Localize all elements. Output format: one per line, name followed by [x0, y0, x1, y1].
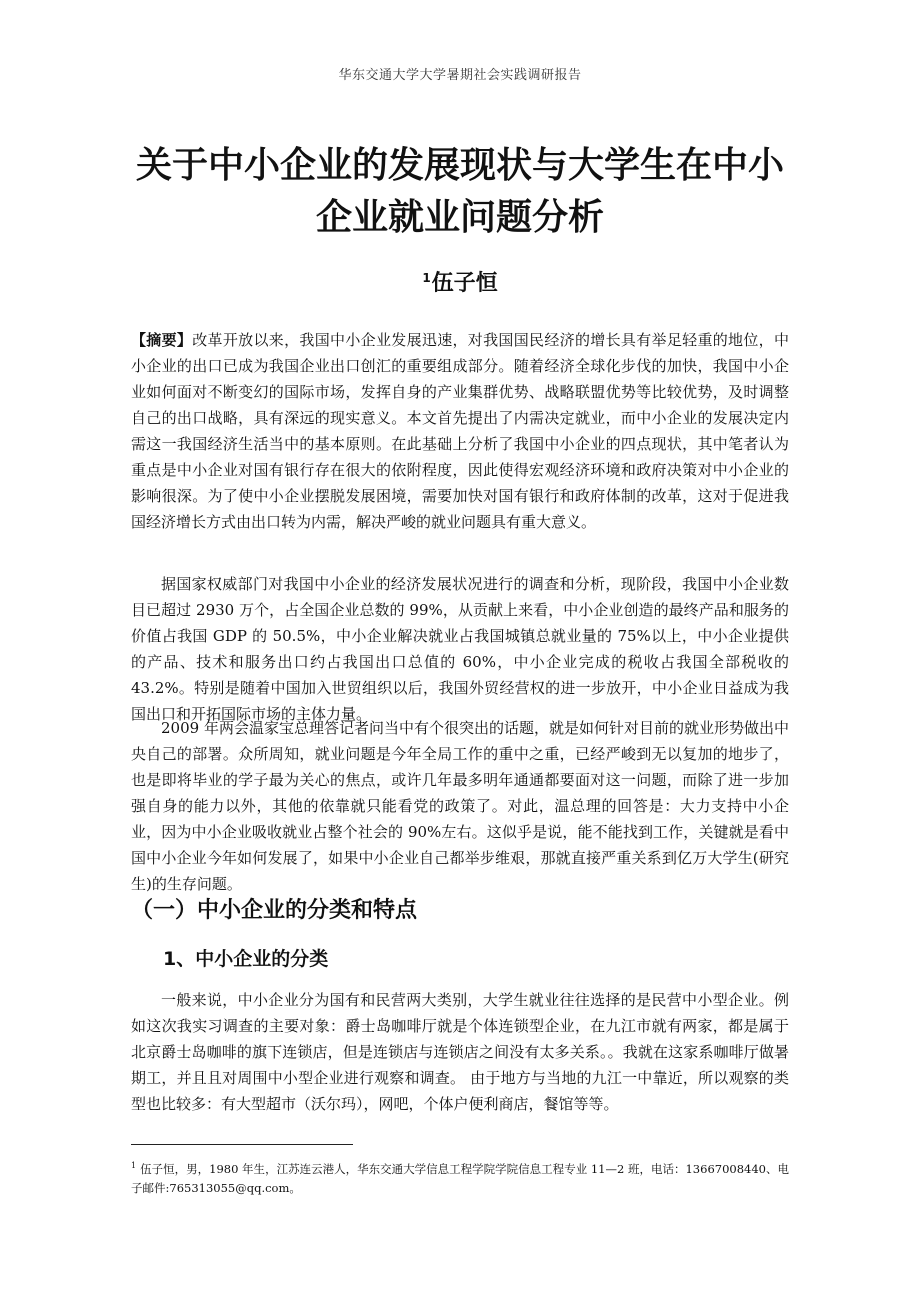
abstract-paragraph	[131, 327, 789, 535]
section-heading: （一）中小企业的分类和特点	[131, 898, 418, 923]
subsection-heading: 1、中小企业的分类	[163, 948, 329, 970]
author-line	[0, 266, 920, 297]
footnote-text: 伍子恒，男，1980 年生，江苏连云港人，华东交通大学信息工程学院学院信息工程专业 11—2 班，电话：13667008440、电子邮件:765313055@qq.com。	[131, 1161, 789, 1195]
body-paragraph-1: 据国家权威部门对我国中小企业的经济发展状况进行的调查和分析，现阶段，我国中小企业数目已超过 2930 万个，占全国企业总数的 99%，从贡献上来看，中小企业创造的最终产品和服务的价值占我国 GDP 的 50.5%，中小企业解决就业占我国城镇总就业量的 75%以上，中小企业提供的产品、技术和服务出口约占我国出口总值的 60%，中小企业完成的税收占我国全部税收的 43.2%。特别是随着中国加入世贸组织以后，我国外贸经营权的进一步放开，中小企业日益成为我国出口和开拓国际市场的主体力量。	[131, 575, 789, 723]
running-header: 华东交通大学大学暑期社会实践调研报告	[338, 68, 582, 83]
body-paragraph-2: 2009 年两会温家宝总理答记者问当中有个很突出的话题，就是如何针对目前的就业形势做出中央自己的部署。众所周知，就业问题是今年全局工作的重中之重，已经严峻到无以复加的地步了，也是即将毕业的学子最为关心的焦点，或许几年最多明年通通都要面对这一问题，而除了进一步加强自身的能力以外，其他的依靠就只能看党的政策了。对此，温总理的回答是：大力支持中小企业，因为中小企业吸收就业占整个社会的 90%左右。这似乎是说，能不能找到工作，关键就是看中国中小企业今年如何发展了，如果中小企业自己都举步维艰，那就直接严重关系到亿万大学生(研究生)的生存问题。	[131, 719, 789, 893]
author-name: 伍子恒	[431, 271, 498, 296]
document-title: 关于中小企业的发展现状与大学生在中小企业就业问题分析	[135, 145, 784, 238]
body-paragraph-3: 一般来说，中小企业分为国有和民营两大类别，大学生就业往往选择的是民营中小型企业。例如这次我实习调查的主要对象：爵士岛咖啡厅就是个体连锁型企业，在九江市就有两家，都是属于北京爵士岛咖啡的旗下连锁店，但是连锁店与连锁店之间没有太多关系。。我就在这家系咖啡厅做暑期工，并且且对周围中小型企业进行观察和调查。 由于地方与当地的九江一中靠近，所以观察的类型也比较多：有大型超市（沃尔玛），网吧，个体户便利商店，餐馆等等。	[131, 991, 789, 1113]
footnote-divider	[131, 1144, 353, 1145]
author-footnote-mark: 1	[422, 270, 431, 285]
footnote	[131, 1156, 789, 1198]
abstract-text: 改革开放以来，我国中小企业发展迅速，对我国国民经济的增长具有举足轻重的地位，中小企业的出口已成为我国企业出口创汇的重要组成部分。随着经济全球化步伐的加快，我国中小企业如何面对不断变幻的国际市场，发挥自身的产业集群优势、战略联盟优势等比较优势，及时调整自己的出口战略，具有深远的现实意义。本文首先提出了内需决定就业，而中小企业的发展决定内需这一我国经济生活当中的基本原则。在此基础上分析了我国中小企业的四点现状，其中笔者认为重点是中小企业对国有银行存在很大的依附程度，因此使得宏观经济环境和政府决策对中小企业的影响很深。为了使中小企业摆脱发展困境，需要加快对国有银行和政府体制的改革，这对于促进我国经济增长方式由出口转为内需，解决严峻的就业问题具有重大意义。	[131, 331, 789, 531]
footnote-mark: 1	[131, 1161, 137, 1170]
abstract-label: 【摘要】	[131, 331, 193, 349]
